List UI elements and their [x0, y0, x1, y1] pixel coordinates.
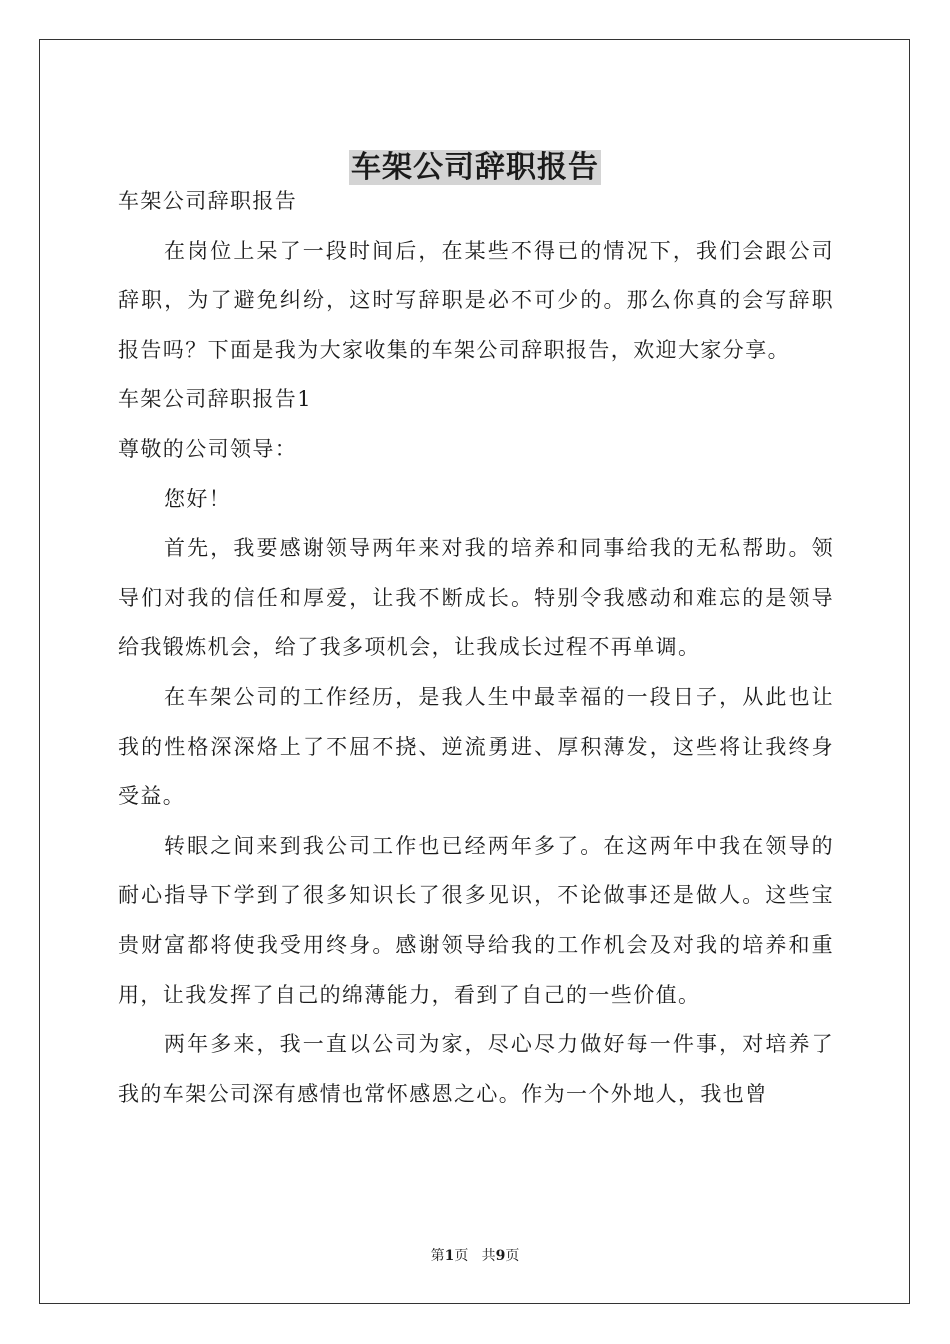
footer-page-number: 1 — [444, 1248, 455, 1264]
body-paragraph: 首先，我要感谢领导两年来对我的培养和同事给我的无私帮助。领导们对我的信任和厚爱，让我不断成长。特别令我感动和难忘的是领导给我锻炼机会，给了我多项机会，让我成长过程不再单调。 — [118, 536, 834, 660]
body-paragraph: 两年多来，我一直以公司为家，尽心尽力做好每一件事，对培养了我的车架公司深有感情也常怀感恩之心。作为一个外地人，我也曾 — [118, 1032, 834, 1106]
footer-page-suffix: 页 — [454, 1248, 469, 1264]
body-paragraph: 在车架公司的工作经历，是我人生中最幸福的一段日子，从此也让我的性格深深烙上了不屈不挠、逆流勇进、厚积薄发，这些将让我终身受益。 — [118, 684, 834, 809]
salutation: 尊敬的公司领导： — [118, 436, 298, 461]
footer-total-prefix: 共 — [481, 1248, 496, 1264]
section-heading: 车架公司辞职报告1 — [118, 387, 312, 412]
footer-prefix: 第 — [430, 1248, 445, 1264]
greeting: 您好！ — [164, 486, 232, 511]
intro-paragraph: 在岗位上呆了一段时间后，在某些不得已的情况下，我们会跟公司辞职，为了避免纠纷，这时写辞职是必不可少的。那么你真的会写辞职报告吗？下面是我为大家收集的车架公司辞职报告，欢迎大家分享。 — [118, 238, 834, 362]
footer-total-suffix: 页 — [505, 1248, 520, 1264]
subtitle-paragraph: 车架公司辞职报告 — [118, 189, 298, 213]
footer-total-pages: 9 — [495, 1248, 506, 1264]
document-title-text: 车架公司辞职报告 — [351, 150, 599, 186]
document-body — [118, 177, 834, 1119]
body-paragraph: 转眼之间来到我公司工作也已经两年多了。在这两年中我在领导的耐心指导下学到了很多知识长了很多见识，不论做事还是做人。这些宝贵财富都将使我受用终身。感谢领导给我的工作机会及对我的培养和重用，让我发挥了自己的绵薄能力，看到了自己的一些价值。 — [118, 833, 834, 1007]
page-footer — [0, 1246, 950, 1266]
